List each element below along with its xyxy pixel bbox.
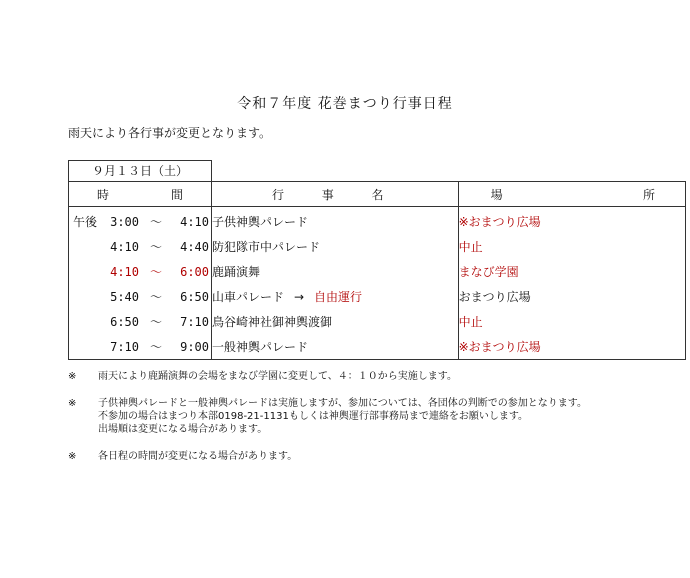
event-name: 鳥谷崎神社御神輿渡御 (211, 315, 332, 329)
start-time: 5:40 (110, 289, 139, 304)
start-time: 3:00 (110, 214, 139, 229)
time-separator: ～ (149, 290, 162, 304)
end-time: 6:50 (180, 289, 209, 304)
time-separator: ～ (149, 265, 162, 279)
time-separator: ～ (149, 215, 162, 229)
start-time: 6:50 (110, 314, 139, 329)
event-name: 子供神輿パレード (211, 215, 308, 229)
event-cell (211, 334, 458, 360)
place-cell: 中止 (458, 234, 685, 259)
table-row (69, 207, 686, 235)
event-cell (211, 259, 458, 284)
note-mark: ※ (68, 451, 77, 462)
table-header-row (69, 182, 686, 207)
header-place: 場 所 (458, 182, 685, 207)
table-row (69, 309, 686, 334)
time-separator: ～ (149, 315, 162, 329)
note-item (68, 450, 668, 463)
end-time: 4:10 (180, 214, 209, 229)
event-cell (211, 284, 458, 309)
note-line: 子供神輿パレードと一般神輿パレードは実施しますが、参加については、各団体の判断での参加となります。 (98, 398, 587, 409)
time-separator: ～ (149, 240, 162, 254)
page-title: 令和７年度 花巻まつり行事日程 (237, 96, 453, 112)
note-mark: ※ (68, 371, 77, 382)
start-time: 7:10 (110, 339, 139, 354)
note-line: 出場順は変更になる場合があります。 (98, 424, 268, 435)
place-cell: おまつり広場 (458, 284, 685, 309)
event-cell (211, 234, 458, 259)
end-time: 7:10 (180, 314, 209, 329)
place-cell: ※おまつり広場 (458, 207, 685, 235)
event-cell (211, 309, 458, 334)
date-label: ９月１３日（土） (68, 160, 212, 182)
table-row (69, 334, 686, 360)
note-line: 不参加の場合はまつり本部0198-21-1131もしくは神輿運行部事務局まで連絡をお願いします。 (98, 411, 529, 422)
end-time: 9:00 (180, 339, 209, 354)
table-row (69, 234, 686, 259)
place-cell: 中止 (458, 309, 685, 334)
note-item (68, 397, 668, 436)
place-cell: ※おまつり広場 (458, 334, 685, 360)
time-separator: ～ (149, 340, 162, 354)
time-cell (69, 334, 212, 360)
place-cell: まなび学園 (458, 259, 685, 284)
time-prefix: 午後 (73, 215, 98, 229)
note-mark: ※ (68, 398, 77, 409)
arrow-icon: → (293, 290, 305, 304)
time-cell (69, 284, 212, 309)
start-time: 4:10 (110, 264, 139, 279)
table-row (69, 284, 686, 309)
table-row (69, 259, 686, 284)
event-name: 鹿踊演舞 (211, 265, 260, 279)
time-cell (69, 309, 212, 334)
time-cell (69, 234, 212, 259)
time-cell (69, 207, 212, 235)
event-cell (211, 207, 458, 235)
end-time: 4:40 (180, 239, 209, 254)
event-name: 山車パレード (211, 290, 284, 304)
event-extra: 自由運行 (314, 290, 363, 304)
header-event: 行 事 名 (211, 182, 458, 207)
rain-notice: 雨天により各行事が変更となります。 (68, 126, 272, 140)
event-name: 防犯隊市中パレード (211, 240, 320, 254)
note-line: 各日程の時間が変更になる場合があります。 (98, 451, 298, 462)
start-time: 4:10 (110, 239, 139, 254)
end-time: 6:00 (180, 264, 209, 279)
note-line: 雨天により鹿踊演舞の会場をまなび学園に変更して、４：１０から実施します。 (98, 371, 457, 382)
time-cell (69, 259, 212, 284)
header-time: 時 間 (69, 182, 212, 207)
schedule-table (68, 181, 686, 360)
notes-section (68, 370, 668, 477)
note-item (68, 370, 668, 383)
event-name: 一般神輿パレード (211, 340, 308, 354)
